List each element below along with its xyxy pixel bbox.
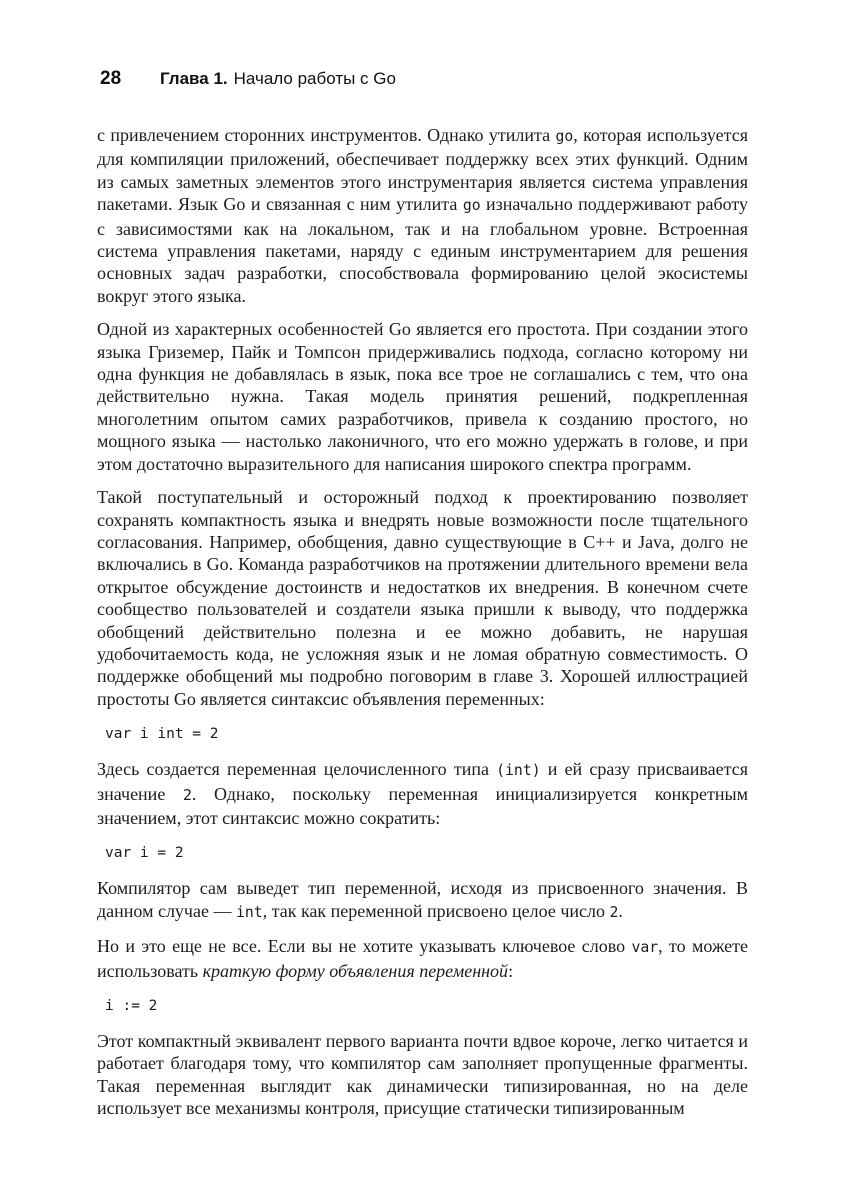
text-run: . Однако, поскольку переменная инициализируется конкретным значением, этот синтаксис можно сократить: bbox=[97, 783, 748, 828]
emphasis-text: краткую форму объявления переменной bbox=[202, 960, 509, 981]
text-run: , так как переменной присвоено целое число bbox=[262, 900, 610, 921]
code-block: var i = 2 bbox=[105, 845, 184, 862]
text-run: изначально поддерживают работу с зависимостями как на локальном, так и на глобальном уровне. Встроенная система управления пакетами, наряду с единым инструментарием для решения основных задач разработки, способствовала формированию целой экосистемы вокруг этого языка. bbox=[97, 194, 748, 306]
text-run: Одной из характерных особенностей Go является его простота. При создании этого языка Гриземер, Пайк и Томпсон придерживались подхода, согласно которому ни одна функция не добавлялась в язык, пока все трое не соглашались с тем, что она действительно нужна. Такая модель принятия решений, подкрепленная многолетним опытом самих разработчиков, привела к созданию простого, но мощного языка — настолько лаконичного, что его можно удержать в голове, и при этом достаточно выразительного для написания широкого спектра программ. bbox=[97, 319, 748, 474]
chapter-title: Начало работы с Go bbox=[233, 69, 396, 88]
page-body bbox=[97, 124, 748, 1131]
inline-code: int bbox=[235, 903, 263, 921]
text-run: : bbox=[508, 960, 514, 981]
inline-code: go bbox=[555, 128, 574, 145]
paragraph bbox=[97, 877, 748, 924]
text-run: с привлечением сторонних инструментов. Однако утилита bbox=[97, 125, 556, 145]
text-run: и ей сразу присваивается значение bbox=[97, 759, 748, 804]
paragraph bbox=[97, 124, 748, 307]
text-run: Компилятор сам выведет тип переменной, исходя из присвоенного значения. В данном случае — bbox=[97, 878, 748, 921]
code-block: var i int = 2 bbox=[105, 726, 219, 743]
text-run: Но и это еще не все. Если вы не хотите указывать ключевое слово bbox=[97, 936, 632, 957]
paragraph bbox=[97, 318, 748, 475]
paragraph bbox=[97, 758, 748, 829]
inline-code: (int) bbox=[496, 762, 541, 780]
running-header bbox=[100, 68, 752, 90]
page-number: 28 bbox=[100, 68, 122, 89]
text-run: , то можете использовать bbox=[97, 936, 748, 981]
text-run: Здесь создается переменная целочисленного типа bbox=[97, 759, 497, 780]
text-run: Такой поступательный и осторожный подход к проектированию позволяет сохранять компактность языка и внедрять новые возможности после тщательного согласования. Например, обобщения, давно существующие в C++ и Java, долго не включались в Go. Команда разработчиков на протяжении длительного времени вела открытое обсуждение достоинств и недостатков их внедрения. В конечном счете сообщество пользователей и создатели языка пришли к выводу, что поддержка обобщений действительно полезна и ее можно добавить, не нарушая удобочитаемость кода, не усложняя язык и не ломая обратную совместимость. О поддержке обобщений мы подробно поговорим в главе 3. Хорошей иллюстрацией простоты Go является синтаксис объявления переменных: bbox=[97, 487, 748, 709]
inline-code: var bbox=[631, 939, 659, 957]
text-run: Этот компактный эквивалент первого варианта почти вдвое короче, легко читается и работает благодаря тому, что компилятор сам заполняет пропущенные фрагменты. Такая переменная выглядит как динамически типизированная, но на деле использует все механизмы контроля, присущие статически типизированным bbox=[97, 1031, 748, 1119]
inline-code: 2 bbox=[182, 786, 192, 804]
inline-code: go bbox=[462, 197, 481, 215]
inline-code: 2 bbox=[609, 903, 619, 921]
paragraph bbox=[97, 1030, 748, 1120]
paragraph bbox=[97, 935, 748, 982]
text-run: , которая используется для компиляции приложений, обеспечивает поддержку всех этих функций. Одним из самых заметных элементов этого инструментария является система управления пакетами. Язык Go и связанная с ним утилита bbox=[97, 125, 748, 215]
text-run: . bbox=[618, 900, 623, 921]
chapter-label: Глава 1. bbox=[160, 69, 228, 88]
paragraph bbox=[97, 486, 748, 710]
code-block: i := 2 bbox=[105, 998, 158, 1014]
